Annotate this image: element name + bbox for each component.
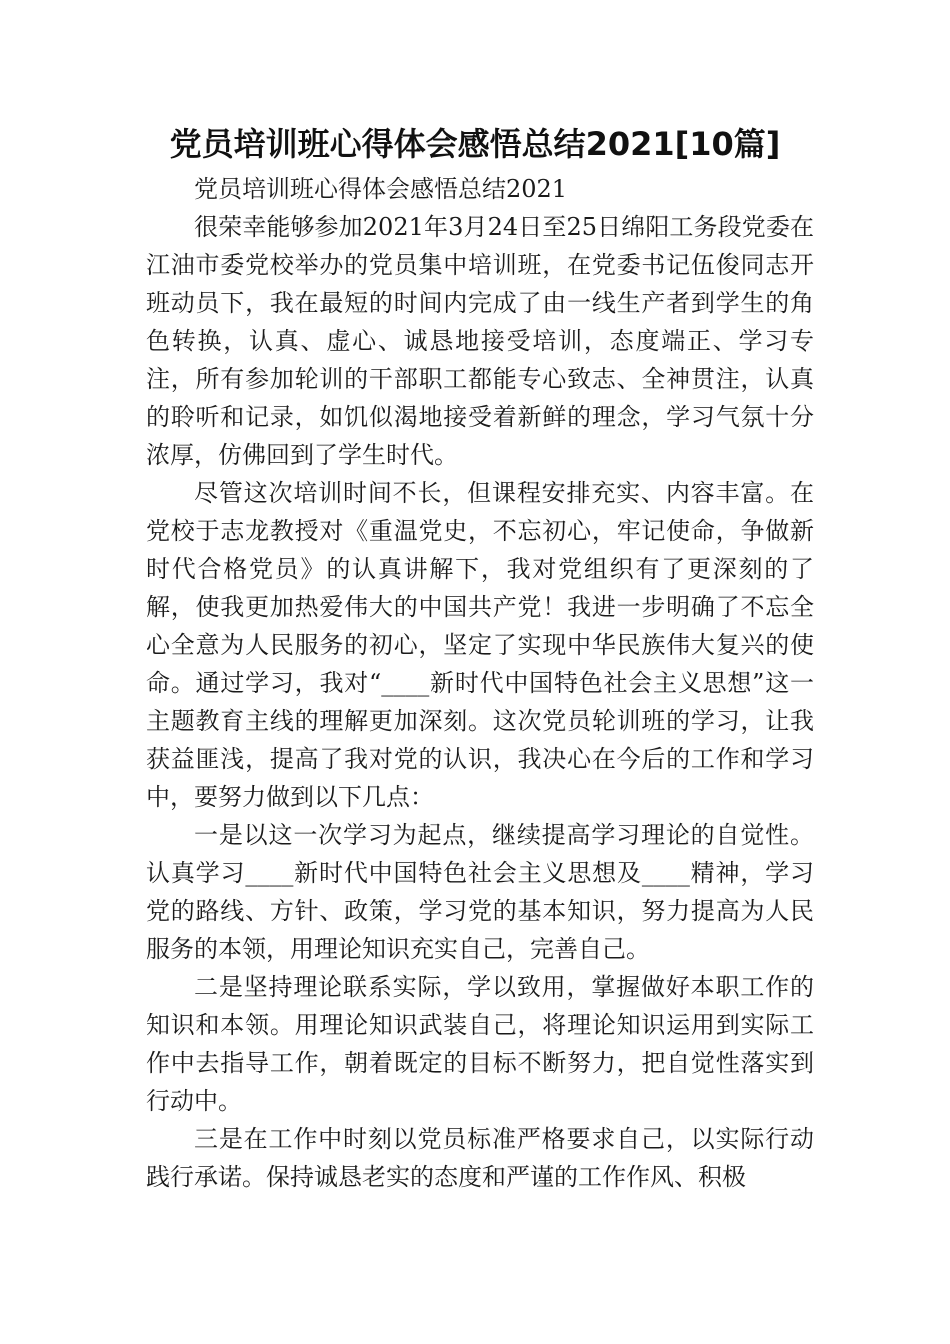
paragraph-1: 很荣幸能够参加2021年3月24日至25日绵阳工务段党委在江油市委党校举办的党员集中培训班，在党委书记伍俊同志开班动员下，我在最短的时间内完成了由一线生产者到学生的角色转换，认真、虚心、诚恳地接受培训，态度端正、学习专注，所有参加轮训的干部职工都能专心致志、全神贯注，认真的聆听和记录，如饥似渴地接受着新鲜的理念，学习气氛十分浓厚，仿佛回到了学生时代。 (146, 213, 814, 469)
document-subtitle: 党员培训班心得体会感悟总结2021 (194, 175, 568, 203)
document-title: 党员培训班心得体会感悟总结2021[10篇] (169, 125, 781, 163)
document-body (146, 170, 814, 1196)
paragraph-2: 尽管这次培训时间不长，但课程安排充实、内容丰富。在党校于志龙教授对《重温党史，不忘初心，牢记使命，争做新时代合格党员》的认真讲解下，我对党组织有了更深刻的了解，使我更加热爱伟大的中国共产党！我进一步明确了不忘全心全意为人民服务的初心，坚定了实现中华民族伟大复兴的使命。通过学习，我对“____新时代中国特色社会主义思想”这一主题教育主线的理解更加深刻。这次党员轮训班的学习，让我获益匪浅，提高了我对党的认识，我决心在今后的工作和学习中，要努力做到以下几点： (146, 479, 814, 811)
paragraph-4: 二是坚持理论联系实际，学以致用，掌握做好本职工作的知识和本领。用理论知识武装自己，将理论知识运用到实际工作中去指导工作，朝着既定的目标不断努力，把自觉性落实到行动中。 (146, 973, 814, 1115)
paragraph-5: 三是在工作中时刻以党员标准严格要求自己，以实际行动践行承诺。保持诚恳老实的态度和严谨的工作作风、积极 (146, 1125, 814, 1191)
paragraph-3: 一是以这一次学习为起点，继续提高学习理论的自觉性。认真学习____新时代中国特色社会主义思想及____精神，学习党的路线、方针、政策，学习党的基本知识，努力提高为人民服务的本领，用理论知识充实自己，完善自己。 (146, 821, 814, 963)
